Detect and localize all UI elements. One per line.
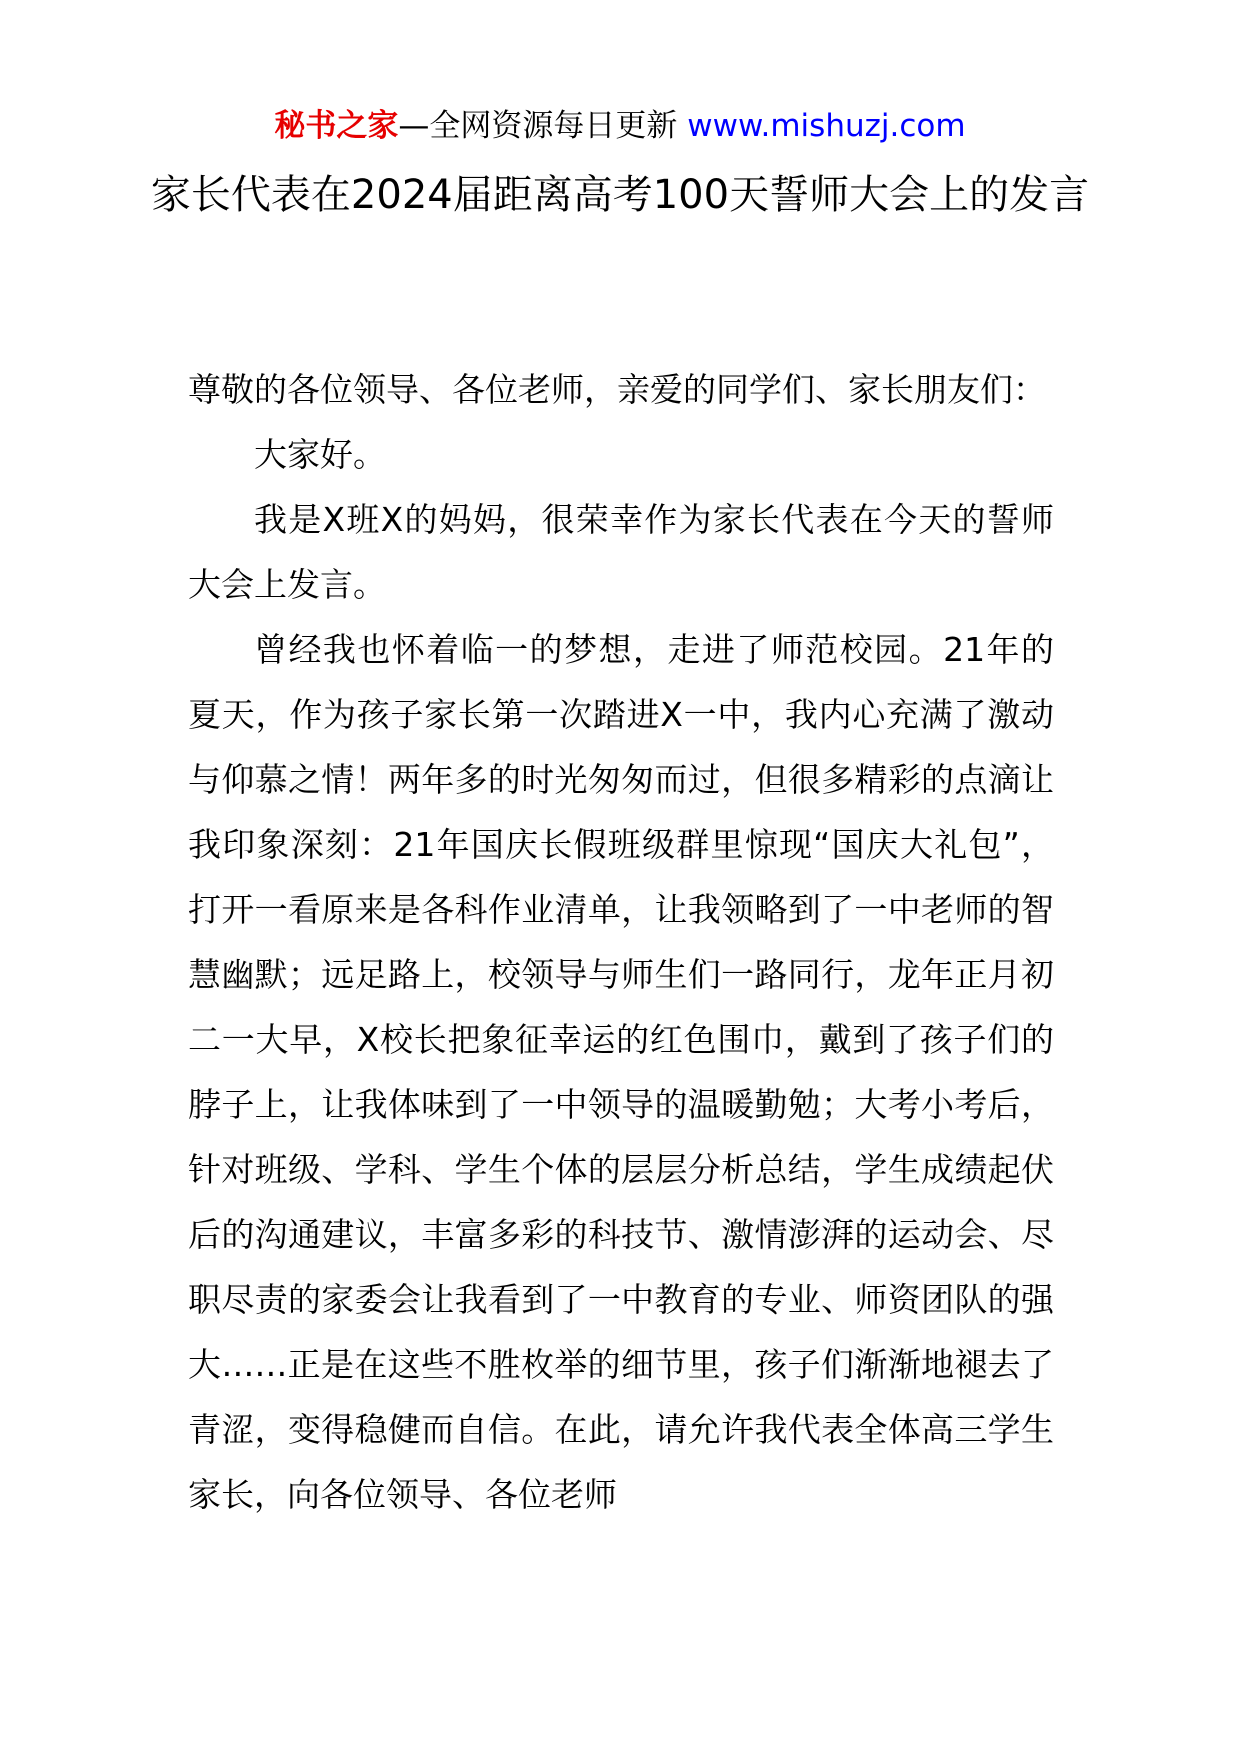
site-url: www.mishuzj.com — [687, 108, 966, 144]
header-tagline: —全网资源每日更新 — [398, 108, 688, 144]
page-header — [0, 104, 1240, 148]
body-paragraph: 我是X班X的妈妈，很荣幸作为家长代表在今天的誓师大会上发言。 — [188, 500, 1054, 604]
document-title: 家长代表在2024届距离高考100天誓师大会上的发言 — [150, 172, 1090, 218]
document-body — [188, 357, 1054, 1527]
body-paragraph: 曾经我也怀着临一的梦想，走进了师范校园。21年的夏天，作为孩子家长第一次踏进X一中，我内心充满了激动与仰慕之情！两年多的时光匆匆而过，但很多精彩的点滴让我印象深刻：21年国庆长假班级群里惊现“国庆大礼包”，打开一看原来是各科作业清单，让我领略到了一中老师的智慧幽默；远足路上，校领导与师生们一路同行，龙年正月初二一大早，X校长把象征幸运的红色围巾，戴到了孩子们的脖子上，让我体味到了一中领导的温暖勤勉；大考小考后，针对班级、学科、学生个体的层层分析总结，学生成绩起伏后的沟通建议，丰富多彩的科技节、激情澎湃的运动会、尽职尽责的家委会让我看到了一中教育的专业、师资团队的强大……正是在这些不胜枚举的细节里，孩子们渐渐地褪去了青涩，变得稳健而自信。在此，请允许我代表全体高三学生家长，向各位领导、各位老师 — [188, 630, 1054, 1514]
body-paragraph: 大家好。 — [254, 435, 386, 474]
brand-name: 秘书之家 — [274, 108, 399, 144]
salutation: 尊敬的各位领导、各位老师，亲爱的同学们、家长朋友们： — [188, 370, 1046, 409]
